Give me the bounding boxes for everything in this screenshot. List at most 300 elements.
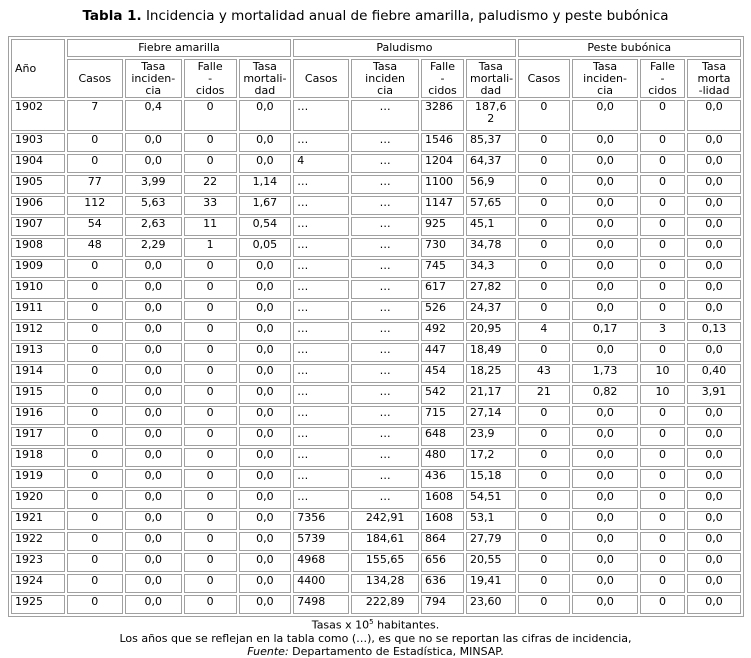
paludismo-tasa-mortalidad-cell: 23,9 <box>466 427 516 446</box>
peste-bubonica-tasa-mortalidad-cell: 0,0 <box>687 511 741 530</box>
year-cell: 1919 <box>11 469 65 488</box>
peste-bubonica-tasa-incidencia-cell: 0,0 <box>572 448 638 467</box>
paludismo-tasa-incidencia-cell: … <box>351 490 419 509</box>
peste-bubonica-fallecidos-cell: 0 <box>640 469 685 488</box>
data-table <box>8 36 744 617</box>
peste-bubonica-tasa-mortalidad-cell: 0,0 <box>687 469 741 488</box>
fiebre-amarilla-tasa-mortalidad-cell: 0,0 <box>239 532 292 551</box>
fiebre-amarilla-fallecidos-cell: 0 <box>184 100 237 131</box>
fiebre-amarilla-tasa-incidencia-cell: 2,63 <box>125 217 182 236</box>
peste-bubonica-fallecidos-cell: 0 <box>640 448 685 467</box>
year-cell: 1915 <box>11 385 65 404</box>
fiebre-amarilla-fallecidos-cell: 0 <box>184 595 237 614</box>
table-row <box>11 100 741 131</box>
peste-bubonica-fallecidos-cell: 0 <box>640 427 685 446</box>
fiebre-amarilla-tasa-incidencia-cell: 0,0 <box>125 574 182 593</box>
year-cell: 1918 <box>11 448 65 467</box>
year-cell: 1924 <box>11 574 65 593</box>
fiebre-amarilla-tasa-mortalidad-cell: 0,0 <box>239 574 292 593</box>
year-cell: 1920 <box>11 490 65 509</box>
peste-bubonica-fallecidos-cell: 10 <box>640 364 685 383</box>
paludismo-casos-cell: 7498 <box>293 595 349 614</box>
paludismo-tasa-incidencia-cell: … <box>351 238 419 257</box>
peste-bubonica-casos-cell: 0 <box>518 133 571 152</box>
peste-bubonica-casos-cell: 0 <box>518 217 571 236</box>
fiebre-amarilla-tasa-mortalidad-cell: 0,0 <box>239 427 292 446</box>
fiebre-amarilla-tasa-mortalidad-cell: 0,0 <box>239 364 292 383</box>
peste-bubonica-tasa-mortalidad-cell: 0,0 <box>687 490 741 509</box>
paludismo-tasa-incidencia-cell: … <box>351 133 419 152</box>
paludismo-tasa-incidencia-cell: 184,61 <box>351 532 419 551</box>
peste-bubonica-casos-cell: 0 <box>518 553 571 572</box>
col-header-peste-bubonica-tasa-mortalidad: Tasa morta -lidad <box>687 59 741 98</box>
paludismo-tasa-incidencia-cell: … <box>351 301 419 320</box>
peste-bubonica-casos-cell: 0 <box>518 406 571 425</box>
paludismo-tasa-mortalidad-cell: 34,3 <box>466 259 516 278</box>
paludismo-casos-cell: … <box>293 100 349 131</box>
table-row <box>11 154 741 173</box>
fiebre-amarilla-casos-cell: 0 <box>67 133 123 152</box>
table-caption: Incidencia y mortalidad anual de fiebre amarilla, paludismo y peste bubónica <box>145 8 669 24</box>
fiebre-amarilla-tasa-mortalidad-cell: 0,0 <box>239 322 292 341</box>
paludismo-fallecidos-cell: 617 <box>421 280 464 299</box>
paludismo-fallecidos-cell: 656 <box>421 553 464 572</box>
fiebre-amarilla-casos-cell: 0 <box>67 322 123 341</box>
paludismo-fallecidos-cell: 480 <box>421 448 464 467</box>
peste-bubonica-tasa-incidencia-cell: 0,0 <box>572 133 638 152</box>
year-cell: 1907 <box>11 217 65 236</box>
peste-bubonica-tasa-mortalidad-cell: 0,0 <box>687 154 741 173</box>
col-header-paludismo-casos: Casos <box>293 59 349 98</box>
paludismo-casos-cell: … <box>293 343 349 362</box>
paludismo-casos-cell: … <box>293 448 349 467</box>
peste-bubonica-tasa-incidencia-cell: 0,0 <box>572 574 638 593</box>
year-cell: 1923 <box>11 553 65 572</box>
fiebre-amarilla-fallecidos-cell: 33 <box>184 196 237 215</box>
table-row <box>11 133 741 152</box>
peste-bubonica-tasa-mortalidad-cell: 0,40 <box>687 364 741 383</box>
fiebre-amarilla-fallecidos-cell: 0 <box>184 427 237 446</box>
peste-bubonica-tasa-incidencia-cell: 0,17 <box>572 322 638 341</box>
year-cell: 1912 <box>11 322 65 341</box>
peste-bubonica-tasa-mortalidad-cell: 0,0 <box>687 133 741 152</box>
fiebre-amarilla-casos-cell: 0 <box>67 385 123 404</box>
peste-bubonica-tasa-incidencia-cell: 0,0 <box>572 595 638 614</box>
col-header-paludismo-fallecidos: Falle - cidos <box>421 59 464 98</box>
peste-bubonica-casos-cell: 0 <box>518 154 571 173</box>
peste-bubonica-fallecidos-cell: 3 <box>640 322 685 341</box>
paludismo-casos-cell: … <box>293 217 349 236</box>
peste-bubonica-casos-cell: 0 <box>518 448 571 467</box>
peste-bubonica-tasa-mortalidad-cell: 0,0 <box>687 448 741 467</box>
paludismo-fallecidos-cell: 1608 <box>421 511 464 530</box>
peste-bubonica-casos-cell: 0 <box>518 100 571 131</box>
year-cell: 1904 <box>11 154 65 173</box>
peste-bubonica-fallecidos-cell: 0 <box>640 280 685 299</box>
peste-bubonica-casos-cell: 0 <box>518 175 571 194</box>
paludismo-tasa-incidencia-cell: … <box>351 364 419 383</box>
paludismo-casos-cell: 4400 <box>293 574 349 593</box>
fiebre-amarilla-tasa-mortalidad-cell: 0,05 <box>239 238 292 257</box>
paludismo-tasa-mortalidad-cell: 64,37 <box>466 154 516 173</box>
fiebre-amarilla-tasa-incidencia-cell: 0,0 <box>125 301 182 320</box>
fiebre-amarilla-casos-cell: 0 <box>67 343 123 362</box>
paludismo-fallecidos-cell: 542 <box>421 385 464 404</box>
paludismo-tasa-incidencia-cell: … <box>351 448 419 467</box>
peste-bubonica-casos-cell: 0 <box>518 196 571 215</box>
paludismo-tasa-mortalidad-cell: 85,37 <box>466 133 516 152</box>
year-cell: 1916 <box>11 406 65 425</box>
paludismo-casos-cell: … <box>293 364 349 383</box>
fiebre-amarilla-tasa-incidencia-cell: 0,0 <box>125 322 182 341</box>
paludismo-tasa-incidencia-cell: … <box>351 343 419 362</box>
paludismo-fallecidos-cell: 864 <box>421 532 464 551</box>
paludismo-casos-cell: … <box>293 259 349 278</box>
paludismo-tasa-mortalidad-cell: 27,82 <box>466 280 516 299</box>
fiebre-amarilla-tasa-mortalidad-cell: 0,0 <box>239 301 292 320</box>
year-cell: 1925 <box>11 595 65 614</box>
fiebre-amarilla-fallecidos-cell: 0 <box>184 133 237 152</box>
peste-bubonica-fallecidos-cell: 0 <box>640 406 685 425</box>
peste-bubonica-casos-cell: 0 <box>518 301 571 320</box>
paludismo-tasa-mortalidad-cell: 20,95 <box>466 322 516 341</box>
fiebre-amarilla-casos-cell: 0 <box>67 574 123 593</box>
table-row <box>11 406 741 425</box>
fiebre-amarilla-fallecidos-cell: 0 <box>184 406 237 425</box>
peste-bubonica-tasa-incidencia-cell: 0,0 <box>572 100 638 131</box>
fiebre-amarilla-tasa-mortalidad-cell: 0,0 <box>239 595 292 614</box>
peste-bubonica-casos-cell: 0 <box>518 259 571 278</box>
peste-bubonica-tasa-incidencia-cell: 0,0 <box>572 301 638 320</box>
peste-bubonica-fallecidos-cell: 0 <box>640 217 685 236</box>
fiebre-amarilla-fallecidos-cell: 0 <box>184 511 237 530</box>
paludismo-tasa-incidencia-cell: 155,65 <box>351 553 419 572</box>
peste-bubonica-tasa-incidencia-cell: 0,0 <box>572 532 638 551</box>
fiebre-amarilla-tasa-incidencia-cell: 0,0 <box>125 133 182 152</box>
paludismo-casos-cell: … <box>293 238 349 257</box>
year-cell: 1911 <box>11 301 65 320</box>
paludismo-casos-cell: … <box>293 322 349 341</box>
fiebre-amarilla-fallecidos-cell: 0 <box>184 532 237 551</box>
peste-bubonica-fallecidos-cell: 0 <box>640 574 685 593</box>
fiebre-amarilla-tasa-incidencia-cell: 0,0 <box>125 364 182 383</box>
year-cell: 1914 <box>11 364 65 383</box>
peste-bubonica-fallecidos-cell: 0 <box>640 301 685 320</box>
fiebre-amarilla-casos-cell: 0 <box>67 553 123 572</box>
paludismo-tasa-mortalidad-cell: 56,9 <box>466 175 516 194</box>
peste-bubonica-tasa-incidencia-cell: 0,0 <box>572 511 638 530</box>
table-row <box>11 280 741 299</box>
paludismo-tasa-mortalidad-cell: 54,51 <box>466 490 516 509</box>
year-cell: 1906 <box>11 196 65 215</box>
fiebre-amarilla-fallecidos-cell: 1 <box>184 238 237 257</box>
paludismo-tasa-incidencia-cell: … <box>351 427 419 446</box>
paludismo-tasa-mortalidad-cell: 57,65 <box>466 196 516 215</box>
fiebre-amarilla-tasa-incidencia-cell: 0,0 <box>125 532 182 551</box>
peste-bubonica-tasa-incidencia-cell: 0,0 <box>572 490 638 509</box>
peste-bubonica-casos-cell: 0 <box>518 280 571 299</box>
peste-bubonica-fallecidos-cell: 0 <box>640 532 685 551</box>
year-cell: 1913 <box>11 343 65 362</box>
year-cell: 1908 <box>11 238 65 257</box>
paludismo-fallecidos-cell: 745 <box>421 259 464 278</box>
peste-bubonica-tasa-mortalidad-cell: 0,0 <box>687 574 741 593</box>
peste-bubonica-fallecidos-cell: 0 <box>640 553 685 572</box>
peste-bubonica-fallecidos-cell: 0 <box>640 100 685 131</box>
fiebre-amarilla-casos-cell: 0 <box>67 406 123 425</box>
fiebre-amarilla-tasa-incidencia-cell: 0,0 <box>125 343 182 362</box>
table-row <box>11 511 741 530</box>
paludismo-casos-cell: … <box>293 196 349 215</box>
peste-bubonica-fallecidos-cell: 0 <box>640 511 685 530</box>
peste-bubonica-tasa-mortalidad-cell: 0,0 <box>687 100 741 131</box>
fiebre-amarilla-casos-cell: 48 <box>67 238 123 257</box>
fiebre-amarilla-tasa-mortalidad-cell: 0,0 <box>239 406 292 425</box>
peste-bubonica-casos-cell: 0 <box>518 574 571 593</box>
year-cell: 1922 <box>11 532 65 551</box>
col-header-fiebre-amarilla-tasa-mortalidad: Tasa mortali- dad <box>239 59 292 98</box>
paludismo-tasa-mortalidad-cell: 53,1 <box>466 511 516 530</box>
table-row <box>11 322 741 341</box>
peste-bubonica-tasa-mortalidad-cell: 0,0 <box>687 301 741 320</box>
peste-bubonica-tasa-incidencia-cell: 0,0 <box>572 469 638 488</box>
table-row <box>11 364 741 383</box>
fiebre-amarilla-tasa-incidencia-cell: 0,4 <box>125 100 182 131</box>
paludismo-tasa-mortalidad-cell: 15,18 <box>466 469 516 488</box>
paludismo-tasa-incidencia-cell: … <box>351 259 419 278</box>
peste-bubonica-tasa-mortalidad-cell: 0,0 <box>687 406 741 425</box>
peste-bubonica-tasa-mortalidad-cell: 0,0 <box>687 427 741 446</box>
fiebre-amarilla-tasa-incidencia-cell: 0,0 <box>125 427 182 446</box>
paludismo-tasa-incidencia-cell: 222,89 <box>351 595 419 614</box>
fiebre-amarilla-tasa-incidencia-cell: 0,0 <box>125 490 182 509</box>
paludismo-tasa-mortalidad-cell: 27,79 <box>466 532 516 551</box>
fiebre-amarilla-fallecidos-cell: 0 <box>184 343 237 362</box>
peste-bubonica-fallecidos-cell: 0 <box>640 595 685 614</box>
peste-bubonica-tasa-incidencia-cell: 0,0 <box>572 238 638 257</box>
paludismo-tasa-incidencia-cell: … <box>351 280 419 299</box>
paludismo-fallecidos-cell: 1204 <box>421 154 464 173</box>
table-row <box>11 175 741 194</box>
paludismo-tasa-mortalidad-cell: 18,49 <box>466 343 516 362</box>
peste-bubonica-tasa-mortalidad-cell: 0,0 <box>687 553 741 572</box>
fiebre-amarilla-tasa-incidencia-cell: 0,0 <box>125 280 182 299</box>
paludismo-casos-cell: 4968 <box>293 553 349 572</box>
year-cell: 1909 <box>11 259 65 278</box>
paludismo-tasa-mortalidad-cell: 18,25 <box>466 364 516 383</box>
fiebre-amarilla-tasa-mortalidad-cell: 1,67 <box>239 196 292 215</box>
group-peste-bubonica: Peste bubónica <box>518 39 741 57</box>
peste-bubonica-fallecidos-cell: 0 <box>640 196 685 215</box>
fiebre-amarilla-fallecidos-cell: 0 <box>184 259 237 278</box>
year-cell: 1917 <box>11 427 65 446</box>
paludismo-tasa-incidencia-cell: … <box>351 100 419 131</box>
table-notes <box>0 616 751 658</box>
fiebre-amarilla-fallecidos-cell: 0 <box>184 448 237 467</box>
fiebre-amarilla-casos-cell: 7 <box>67 100 123 131</box>
paludismo-tasa-incidencia-cell: … <box>351 469 419 488</box>
fiebre-amarilla-tasa-incidencia-cell: 0,0 <box>125 553 182 572</box>
paludismo-tasa-mortalidad-cell: 34,78 <box>466 238 516 257</box>
fiebre-amarilla-casos-cell: 0 <box>67 511 123 530</box>
peste-bubonica-fallecidos-cell: 0 <box>640 133 685 152</box>
fiebre-amarilla-tasa-incidencia-cell: 0,0 <box>125 469 182 488</box>
paludismo-tasa-mortalidad-cell: 45,1 <box>466 217 516 236</box>
paludismo-casos-cell: … <box>293 406 349 425</box>
fiebre-amarilla-casos-cell: 0 <box>67 448 123 467</box>
fiebre-amarilla-fallecidos-cell: 0 <box>184 301 237 320</box>
peste-bubonica-tasa-mortalidad-cell: 0,0 <box>687 595 741 614</box>
table-row <box>11 196 741 215</box>
table-row <box>11 448 741 467</box>
fiebre-amarilla-casos-cell: 112 <box>67 196 123 215</box>
missing-data-note: Los años que se reflejan en la tabla como (…), es que no se reportan las cifras de incidencia, <box>119 631 632 645</box>
table-title <box>0 8 751 24</box>
fiebre-amarilla-tasa-mortalidad-cell: 0,0 <box>239 448 292 467</box>
peste-bubonica-casos-cell: 4 <box>518 322 571 341</box>
rate-note-prefix: Tasas x 10 <box>311 618 370 632</box>
paludismo-fallecidos-cell: 730 <box>421 238 464 257</box>
paludismo-tasa-mortalidad-cell: 187,6 2 <box>466 100 516 131</box>
peste-bubonica-tasa-incidencia-cell: 0,0 <box>572 406 638 425</box>
paludismo-fallecidos-cell: 794 <box>421 595 464 614</box>
col-header-fiebre-amarilla-fallecidos: Falle - cidos <box>184 59 237 98</box>
peste-bubonica-tasa-mortalidad-cell: 0,13 <box>687 322 741 341</box>
paludismo-casos-cell: 5739 <box>293 532 349 551</box>
paludismo-casos-cell: … <box>293 301 349 320</box>
table-row <box>11 469 741 488</box>
peste-bubonica-casos-cell: 43 <box>518 364 571 383</box>
peste-bubonica-casos-cell: 0 <box>518 427 571 446</box>
peste-bubonica-tasa-incidencia-cell: 0,0 <box>572 280 638 299</box>
col-header-paludismo-tasa-incidencia: Tasa inciden cia <box>351 59 419 98</box>
paludismo-casos-cell: … <box>293 133 349 152</box>
peste-bubonica-casos-cell: 0 <box>518 238 571 257</box>
fiebre-amarilla-casos-cell: 0 <box>67 532 123 551</box>
group-header-row <box>11 39 741 57</box>
paludismo-tasa-incidencia-cell: … <box>351 217 419 236</box>
peste-bubonica-tasa-mortalidad-cell: 0,0 <box>687 238 741 257</box>
peste-bubonica-casos-cell: 0 <box>518 469 571 488</box>
fiebre-amarilla-tasa-mortalidad-cell: 0,0 <box>239 154 292 173</box>
fiebre-amarilla-fallecidos-cell: 0 <box>184 490 237 509</box>
year-cell: 1905 <box>11 175 65 194</box>
paludismo-fallecidos-cell: 636 <box>421 574 464 593</box>
fiebre-amarilla-fallecidos-cell: 11 <box>184 217 237 236</box>
paludismo-fallecidos-cell: 1608 <box>421 490 464 509</box>
col-header-peste-bubonica-casos: Casos <box>518 59 571 98</box>
table-row <box>11 574 741 593</box>
peste-bubonica-tasa-incidencia-cell: 0,0 <box>572 259 638 278</box>
peste-bubonica-tasa-incidencia-cell: 0,82 <box>572 385 638 404</box>
fiebre-amarilla-casos-cell: 0 <box>67 595 123 614</box>
paludismo-casos-cell: … <box>293 175 349 194</box>
peste-bubonica-tasa-incidencia-cell: 0,0 <box>572 217 638 236</box>
fiebre-amarilla-tasa-mortalidad-cell: 1,14 <box>239 175 292 194</box>
fiebre-amarilla-tasa-incidencia-cell: 0,0 <box>125 259 182 278</box>
peste-bubonica-tasa-incidencia-cell: 1,73 <box>572 364 638 383</box>
source-note <box>0 645 751 658</box>
year-cell: 1910 <box>11 280 65 299</box>
paludismo-fallecidos-cell: 492 <box>421 322 464 341</box>
col-header-fiebre-amarilla-tasa-incidencia: Tasa inciden- cia <box>125 59 182 98</box>
group-fiebre-amarilla: Fiebre amarilla <box>67 39 291 57</box>
peste-bubonica-tasa-mortalidad-cell: 0,0 <box>687 280 741 299</box>
fiebre-amarilla-tasa-mortalidad-cell: 0,0 <box>239 469 292 488</box>
table-row <box>11 343 741 362</box>
peste-bubonica-fallecidos-cell: 0 <box>640 238 685 257</box>
table-label: Tabla 1. <box>82 8 142 24</box>
table-row <box>11 427 741 446</box>
paludismo-tasa-mortalidad-cell: 23,60 <box>466 595 516 614</box>
peste-bubonica-tasa-mortalidad-cell: 0,0 <box>687 217 741 236</box>
paludismo-tasa-incidencia-cell: … <box>351 385 419 404</box>
fiebre-amarilla-fallecidos-cell: 0 <box>184 553 237 572</box>
peste-bubonica-tasa-incidencia-cell: 0,0 <box>572 196 638 215</box>
fiebre-amarilla-fallecidos-cell: 0 <box>184 154 237 173</box>
col-header-fiebre-amarilla-casos: Casos <box>67 59 123 98</box>
table-row <box>11 490 741 509</box>
fiebre-amarilla-fallecidos-cell: 0 <box>184 469 237 488</box>
paludismo-fallecidos-cell: 648 <box>421 427 464 446</box>
peste-bubonica-fallecidos-cell: 0 <box>640 175 685 194</box>
peste-bubonica-tasa-incidencia-cell: 0,0 <box>572 154 638 173</box>
rate-note-exponent: 5 <box>369 618 374 626</box>
paludismo-fallecidos-cell: 526 <box>421 301 464 320</box>
paludismo-tasa-mortalidad-cell: 27,14 <box>466 406 516 425</box>
fiebre-amarilla-casos-cell: 54 <box>67 217 123 236</box>
peste-bubonica-tasa-mortalidad-cell: 3,91 <box>687 385 741 404</box>
peste-bubonica-fallecidos-cell: 0 <box>640 259 685 278</box>
peste-bubonica-tasa-mortalidad-cell: 0,0 <box>687 343 741 362</box>
peste-bubonica-casos-cell: 0 <box>518 595 571 614</box>
peste-bubonica-tasa-mortalidad-cell: 0,0 <box>687 196 741 215</box>
source-label: Fuente: <box>247 644 289 658</box>
fiebre-amarilla-tasa-mortalidad-cell: 0,0 <box>239 259 292 278</box>
paludismo-fallecidos-cell: 1147 <box>421 196 464 215</box>
source-text: Departamento de Estadística, MINSAP. <box>288 644 504 658</box>
peste-bubonica-tasa-mortalidad-cell: 0,0 <box>687 175 741 194</box>
paludismo-casos-cell: … <box>293 427 349 446</box>
paludismo-casos-cell: 7356 <box>293 511 349 530</box>
fiebre-amarilla-tasa-incidencia-cell: 0,0 <box>125 595 182 614</box>
rate-note <box>0 616 751 632</box>
table-row <box>11 259 741 278</box>
fiebre-amarilla-casos-cell: 0 <box>67 364 123 383</box>
paludismo-tasa-incidencia-cell: … <box>351 322 419 341</box>
fiebre-amarilla-casos-cell: 0 <box>67 154 123 173</box>
group-paludismo: Paludismo <box>293 39 515 57</box>
fiebre-amarilla-fallecidos-cell: 22 <box>184 175 237 194</box>
paludismo-tasa-incidencia-cell: 134,28 <box>351 574 419 593</box>
fiebre-amarilla-tasa-incidencia-cell: 0,0 <box>125 448 182 467</box>
peste-bubonica-casos-cell: 0 <box>518 490 571 509</box>
paludismo-fallecidos-cell: 1100 <box>421 175 464 194</box>
col-header-peste-bubonica-fallecidos: Falle - cidos <box>640 59 685 98</box>
paludismo-fallecidos-cell: 715 <box>421 406 464 425</box>
subheader-row <box>11 59 741 98</box>
year-cell: 1903 <box>11 133 65 152</box>
peste-bubonica-tasa-mortalidad-cell: 0,0 <box>687 532 741 551</box>
peste-bubonica-fallecidos-cell: 10 <box>640 385 685 404</box>
peste-bubonica-tasa-incidencia-cell: 0,0 <box>572 343 638 362</box>
table-row <box>11 385 741 404</box>
fiebre-amarilla-tasa-incidencia-cell: 0,0 <box>125 385 182 404</box>
paludismo-fallecidos-cell: 447 <box>421 343 464 362</box>
peste-bubonica-tasa-mortalidad-cell: 0,0 <box>687 259 741 278</box>
fiebre-amarilla-tasa-incidencia-cell: 3,99 <box>125 175 182 194</box>
peste-bubonica-casos-cell: 0 <box>518 532 571 551</box>
